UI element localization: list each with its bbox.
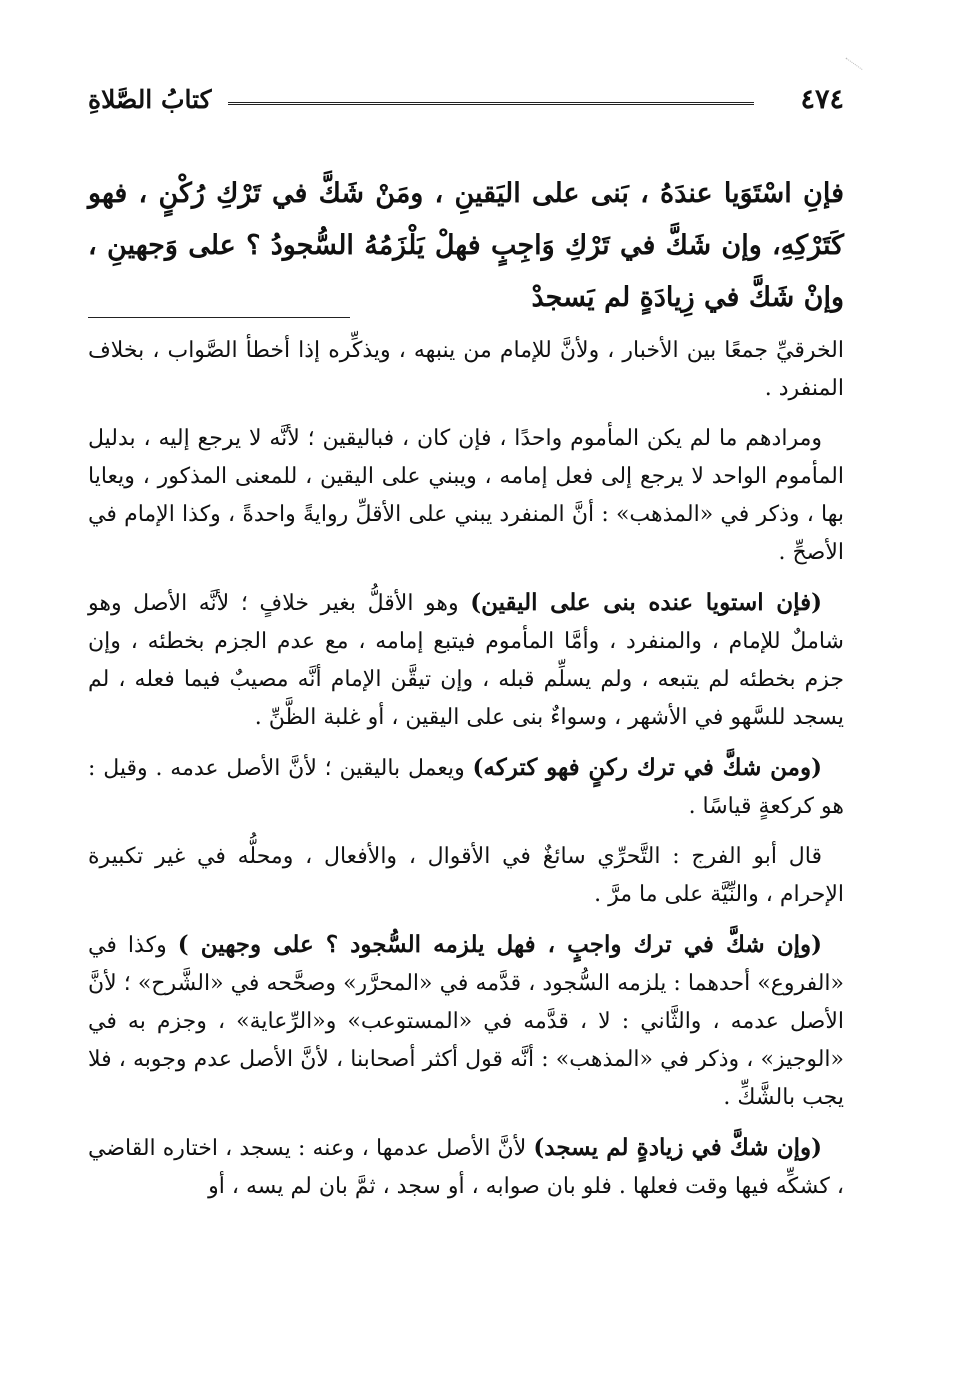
commentary-run: ومرادهم ما لم يكن المأموم واحدًا ، فإن كان ، فباليقين ؛ لأنَّه لا يرجع إليه ، بدليل المأموم الواحد لا يرجع إلى فعل إمامه ، ويبني على اليقين ، للمعنى المذكور ، ويعايا بها ، وذكر في «المذهب» : أنَّ المنفرد يبني على الأقلِّ روايةً واحدةً ، وكذا الإمام في الأصحِّ . bbox=[88, 426, 844, 565]
commentary-run: الخرقيِّ جمعًا بين الأخبار ، ولأنَّ للإمام من ينبهه ، ويذكِّره إذا أخطأ الصَّواب ، بخلاف المنفرد . bbox=[88, 338, 844, 401]
commentary-paragraph bbox=[88, 332, 844, 408]
quoted-matn-run: (ومن شكَّ في ترك ركنٍ فهو كتركه) bbox=[472, 754, 822, 781]
commentary-paragraph bbox=[88, 1129, 844, 1206]
commentary-paragraph bbox=[88, 749, 844, 826]
matn-text: فإنِ اسْتَوَيا عندَهُ ، بَنى على اليَقينِ ، ومَنْ شَكَّ في تَرْكِ رُكْنٍ ، فهو كَتَرْكِهِ، وإن شَكَّ في تَرْكِ وَاجِبٍ فهلْ يَلْزَمُهُ السُّجودُ ؟ على وَجهينِ ، وإنْ شَكَّ في زِيادَةٍ لم يَسجدْ bbox=[88, 178, 844, 313]
scan-speck bbox=[838, 58, 863, 82]
commentary-run: ويعمل باليقين ؛ لأنَّ الأصل عدمه . وقيل : هو كركعةٍ قياسًا . bbox=[88, 756, 844, 819]
commentary-body bbox=[88, 332, 844, 1218]
page-header bbox=[88, 82, 844, 122]
commentary-run: وكذا في «الفروع» أحدهما : يلزمه السُّجود ، قدَّمه في «المحرَّر» وصحَّحه في «الشَّرح» ؛ لأنَّ الأصل عدمه ، والثَّاني : لا ، قدَّمه في «المستوعب» و«الرِّعاية» ، وجزم به في «الوجيز» ، وذكر في «المذهب» : أنَّه قول أكثر أصحابنا ، لأنَّ الأصل عدم وجوبه ، فلا يجب بالشَّكِّ . bbox=[88, 933, 844, 1110]
book-title: كتابُ الصَّلاةِ bbox=[88, 85, 212, 114]
commentary-paragraph bbox=[88, 584, 844, 737]
quoted-matn-run: (وإن شكَّ في زيادةٍ لم يسجد) bbox=[533, 1134, 822, 1161]
quoted-matn-run: (وإن شكَّ في ترك واجبٍ ، فهل يلزمه السُّجود ؟ على وجهين ) bbox=[177, 931, 822, 958]
header-rule bbox=[228, 102, 754, 105]
commentary-paragraph bbox=[88, 926, 844, 1117]
commentary-run: لأنَّ الأصل عدمها ، وعنه : يسجد ، اختاره القاضي ، كشكِّه فيها وقت فعلها . فلو بان صوابه ، أو سجد ، ثمَّ بان لم يسه ، أو bbox=[88, 1136, 844, 1199]
commentary-run: وهو الأقلُّ بغير خلافٍ ؛ لأنَّه الأصل وهو شاملٌ للإمام ، والمنفرد ، وأمَّا المأموم فيتبع إمامه ، مع عدم الجزم بخطئه ، وإن جزم بخطئه لم يتبعه ، ولم يسلِّم قبله ، وإن تيقَّن الإمام أنَّه مصيبٌ فيما فعله ، لم يسجد للسَّهو في الأشهر ، وسواءٌ بنى على اليقين ، أو غلبة الظَّنِّ . bbox=[88, 591, 844, 730]
quoted-matn-run: (فإن استويا عنده بنى على اليقين) bbox=[470, 589, 822, 616]
commentary-paragraph bbox=[88, 420, 844, 572]
commentary-paragraph bbox=[88, 838, 844, 914]
matn-separator-rule bbox=[88, 317, 350, 318]
commentary-run: قال أبو الفرج : التَّحرِّي سائغٌ في الأقوال ، والأفعال ، ومحلُّه في غير تكبيرة الإحرام ، والنِّيَّة على ما مرَّ . bbox=[88, 844, 844, 907]
page-number: ٤٧٤ bbox=[800, 84, 844, 115]
